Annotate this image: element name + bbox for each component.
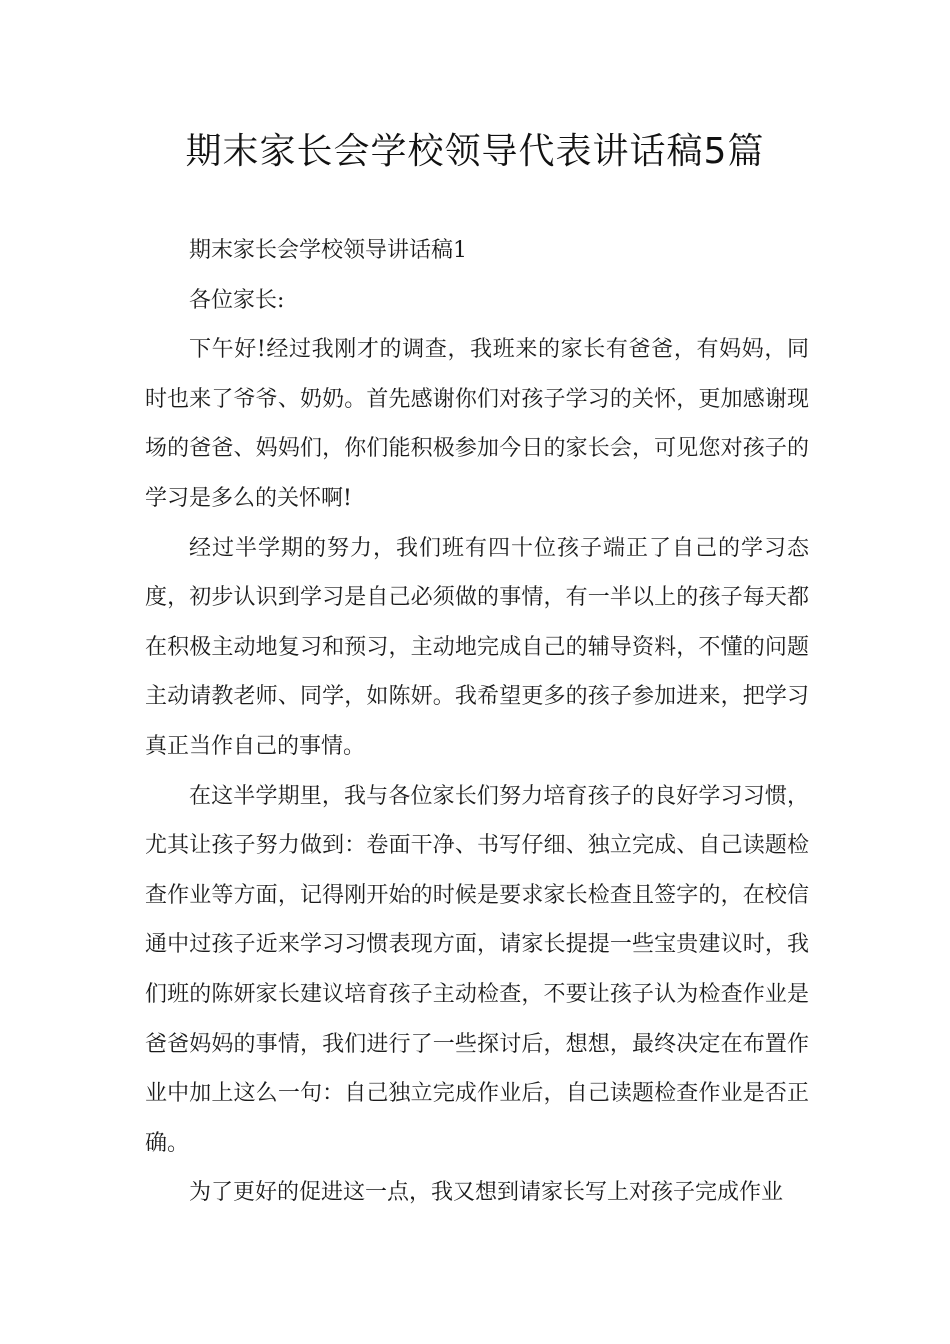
- salutation: 各位家长:: [189, 287, 285, 313]
- paragraph: 下午好!经过我刚才的调查，我班来的家长有爸爸，有妈妈，同时也来了爷爷、奶奶。首先感谢你们对孩子学习的关怀，更加感谢现场的爸爸、妈妈们，你们能积极参加今日的家长会，可见您对孩子的学习是多么的关怀啊!: [145, 337, 809, 511]
- paragraph: 在这半学期里，我与各位家长们努力培育孩子的良好学习习惯，尤其让孩子努力做到：卷面干净、书写仔细、独立完成、自己读题检查作业等方面，记得刚开始的时候是要求家长检查且签字的，在校信通中过孩子近来学习习惯表现方面，请家长提提一些宝贵建议时，我们班的陈妍家长建议培育孩子主动检查，不要让孩子认为检查作业是爸爸妈妈的事情，我们进行了一些探讨后，想想，最终决定在布置作业中加上这么一句：自己独立完成作业后，自己读题检查作业是否正确。: [145, 783, 809, 1156]
- document-body: [145, 226, 809, 1218]
- speech-heading: 期末家长会学校领导讲话稿1: [189, 238, 467, 263]
- paragraph: 为了更好的促进这一点，我又想到请家长写上对孩子完成作业: [189, 1180, 784, 1206]
- paragraph: 经过半学期的努力，我们班有四十位孩子端正了自己的学习态度，初步认识到学习是自己必须做的事情，有一半以上的孩子每天都在积极主动地复习和预习，主动地完成自己的辅导资料，不懂的问题主动请教老师、同学，如陈妍。我希望更多的孩子参加进来，把学习真正当作自己的事情。: [145, 535, 809, 759]
- document-title: 期末家长会学校领导代表讲话稿5篇: [185, 131, 765, 172]
